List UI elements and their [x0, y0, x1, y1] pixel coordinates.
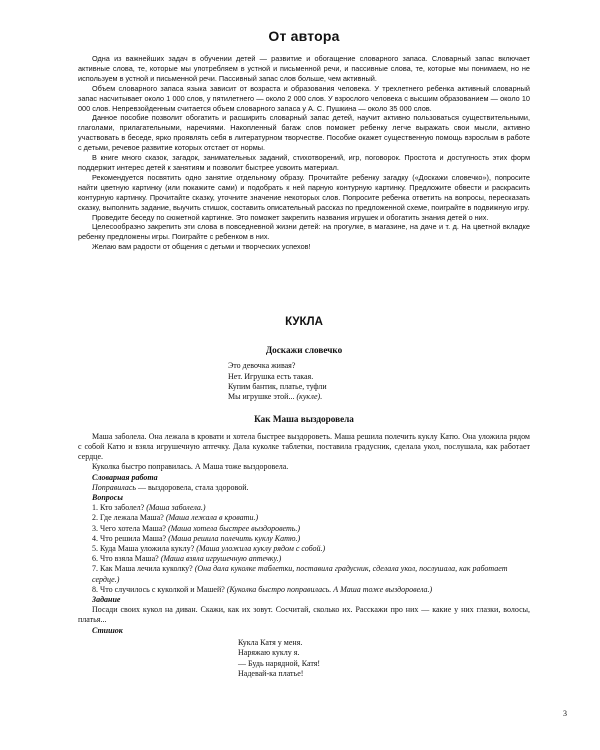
- vocab-header: Словарная работа: [92, 472, 158, 482]
- riddle-line: Купим бантик, платье, туфли: [228, 381, 327, 391]
- poem-header: Стишок: [92, 625, 123, 635]
- riddle-line: Нет. Игрушка есть такая.: [228, 371, 314, 381]
- author-paragraph: Объем словарного запаса языка зависит от возраста и образования человека. У трехлетнего ребенка активный словарный запас насчитывает около 1 000 слов, у пятилетнего — около 2 000 слов. У взрослого человека с высшим образованием — около 10 000 слов. Непревзойденным считается объем словарного запаса у А. С. Пушкина — около 35 000 слов.: [78, 83, 530, 113]
- poem: [238, 638, 530, 680]
- question-item: [78, 503, 530, 513]
- question-text: 6. Что взяла Маша?: [92, 554, 161, 564]
- riddle-poem: [228, 361, 530, 403]
- author-section-title: От автора: [268, 28, 340, 44]
- riddle-answer: (кукле).: [296, 392, 323, 402]
- vocab-line: [78, 483, 530, 493]
- question-item: [78, 544, 530, 554]
- task-header: Задание: [92, 595, 121, 604]
- author-paragraph: Целесообразно закрепить эти слова в повседневной жизни детей: на прогулке, в магазине, на даче и т. д. На цветной вкладке ребенку предложены игры. Поиграйте с ребенком в них.: [78, 222, 530, 242]
- question-answer: (Куколка быстро поправилась. А Маша тоже выздоровела.): [226, 584, 433, 594]
- question-answer: (Маша хотела быстрее выздороветь.): [167, 523, 301, 533]
- vocab-definition: — выздоровела, стала здоровой.: [136, 482, 249, 492]
- question-item: [78, 585, 530, 595]
- story-title: Как Маша выздоровела: [254, 413, 354, 424]
- author-paragraph: Желаю вам радости от общения с детьми и творческих успехов!: [92, 242, 311, 252]
- question-item: [78, 534, 530, 544]
- doll-section-title: КУКЛА: [285, 316, 323, 329]
- poem-line: Надевай-ка платье!: [238, 669, 304, 679]
- author-section-text: [78, 54, 530, 252]
- story-body: [78, 432, 530, 680]
- question-answer: (Она дала куколке таблетки, поставила градусник, сделала укол, послушала, как работает сердце.): [92, 564, 508, 584]
- riddle-line: [228, 392, 530, 402]
- question-text: 4. Что решила Маша?: [92, 533, 169, 543]
- question-item: [78, 524, 530, 534]
- author-paragraph: Рекомендуется посвятить одно занятие отдельному образу. Прочитайте ребенку загадку («Доскажи словечко»), попросите найти цветную картинку (или покажите сами) и подобрать к ней парную контурную картинку. Предложите обвести и раскрасить контурную картинку. Прочитайте сказку, уточните значение некоторых слов. Попросите ребенка ответить на вопросы, пересказать сказку, выполнить задание, выучить стишок, составить описательный рассказ по предложенной схеме, поиграйте в подвижную игру.: [78, 172, 530, 212]
- questions-list: [78, 503, 530, 595]
- author-paragraph: В книге много сказок, загадок, занимательных заданий, стихотворений, игр, поговорок. Простота и доступность этих форм поддержит интерес детей к занятиям и позволит быстрее усвоить материал.: [78, 153, 530, 172]
- question-text: 8. Что случилось с куколкой и Машей?: [92, 584, 227, 594]
- question-item: [78, 564, 530, 584]
- poem-line: Кукла Катя у меня.: [238, 637, 303, 647]
- page-number: 3: [563, 709, 567, 718]
- story-paragraph: Куколка быстро поправилась. А Маша тоже выздоровела.: [92, 462, 289, 472]
- poem-line: Наряжаю куклу я.: [238, 648, 300, 658]
- vocab-word: Поправилась: [92, 482, 137, 492]
- question-item: [78, 554, 530, 564]
- question-answer: (Маша заболела.): [146, 503, 206, 513]
- riddle-line: Это девочка живая?: [228, 361, 296, 371]
- page-content: [78, 28, 530, 679]
- author-paragraph: Проведите беседу по сюжетной картинке. Это поможет закрепить названия игрушек и обогатить знания детей о них.: [92, 212, 489, 222]
- question-text: 1. Кто заболел?: [92, 503, 147, 513]
- question-text: 2. Где лежала Маша?: [92, 513, 166, 523]
- question-text: 7. Как Маша лечила куколку?: [92, 564, 195, 574]
- question-answer: (Маша решила полечить куклу Катю.): [168, 533, 301, 543]
- question-text: 5. Куда Маша уложила куклу?: [92, 543, 197, 553]
- question-item: [78, 513, 530, 523]
- question-answer: (Маша лежала в кровати.): [165, 513, 259, 523]
- question-answer: (Маша уложила куклу рядом с собой.): [196, 543, 326, 553]
- questions-header: Вопросы: [92, 492, 123, 502]
- question-text: 3. Чего хотела Маша?: [92, 523, 168, 533]
- question-answer: (Маша взяла игрушечную аптечку.): [160, 554, 282, 564]
- author-paragraph: Одна из важнейших задач в обучении детей — развитие и обогащение словарного запаса. Словарный запас включает активные слова, те, которые мы употребляем в устной и письменной речи, и пассивные слова, те, которые мы понимаем, но не используем в устной и письменной речи. Пассивный запас слов больше, чем активный.: [78, 54, 530, 83]
- riddle-line-text: Мы игрушке этой...: [228, 392, 297, 402]
- story-paragraph: Маша заболела. Она лежала в кровати и хотела быстрее выздороветь. Маша решила полечить куклу Катю. Она уложила рядом с собой Катю и взяла игрушечную аптечку. Дала куколке таблетки, поставила градусник, сделала укол, послушала, как работает сердце.: [78, 431, 530, 462]
- task-text: Посади своих кукол на диван. Скажи, как их зовут. Сосчитай, сколько их. Расскажи про них — какие у них глазки, волосы, платья...: [78, 605, 530, 625]
- author-paragraph: Данное пособие позволит обогатить и расширить словарный запас детей, научит активно пользоваться существительными, глаголами, прилагательными, наречиями. Накопленный багаж слов поможет ребенку легче выражать свои мысли, активно участвовать в беседе, ярко проявлять себя в литературном творчестве. Пособие окажет существенную помощь взрослым в работе с детьми, речевое развитие которых отстает от нормы.: [78, 113, 530, 153]
- poem-line: — Будь нарядной, Катя!: [238, 658, 321, 668]
- riddle-title: Доскажи словечко: [265, 345, 343, 356]
